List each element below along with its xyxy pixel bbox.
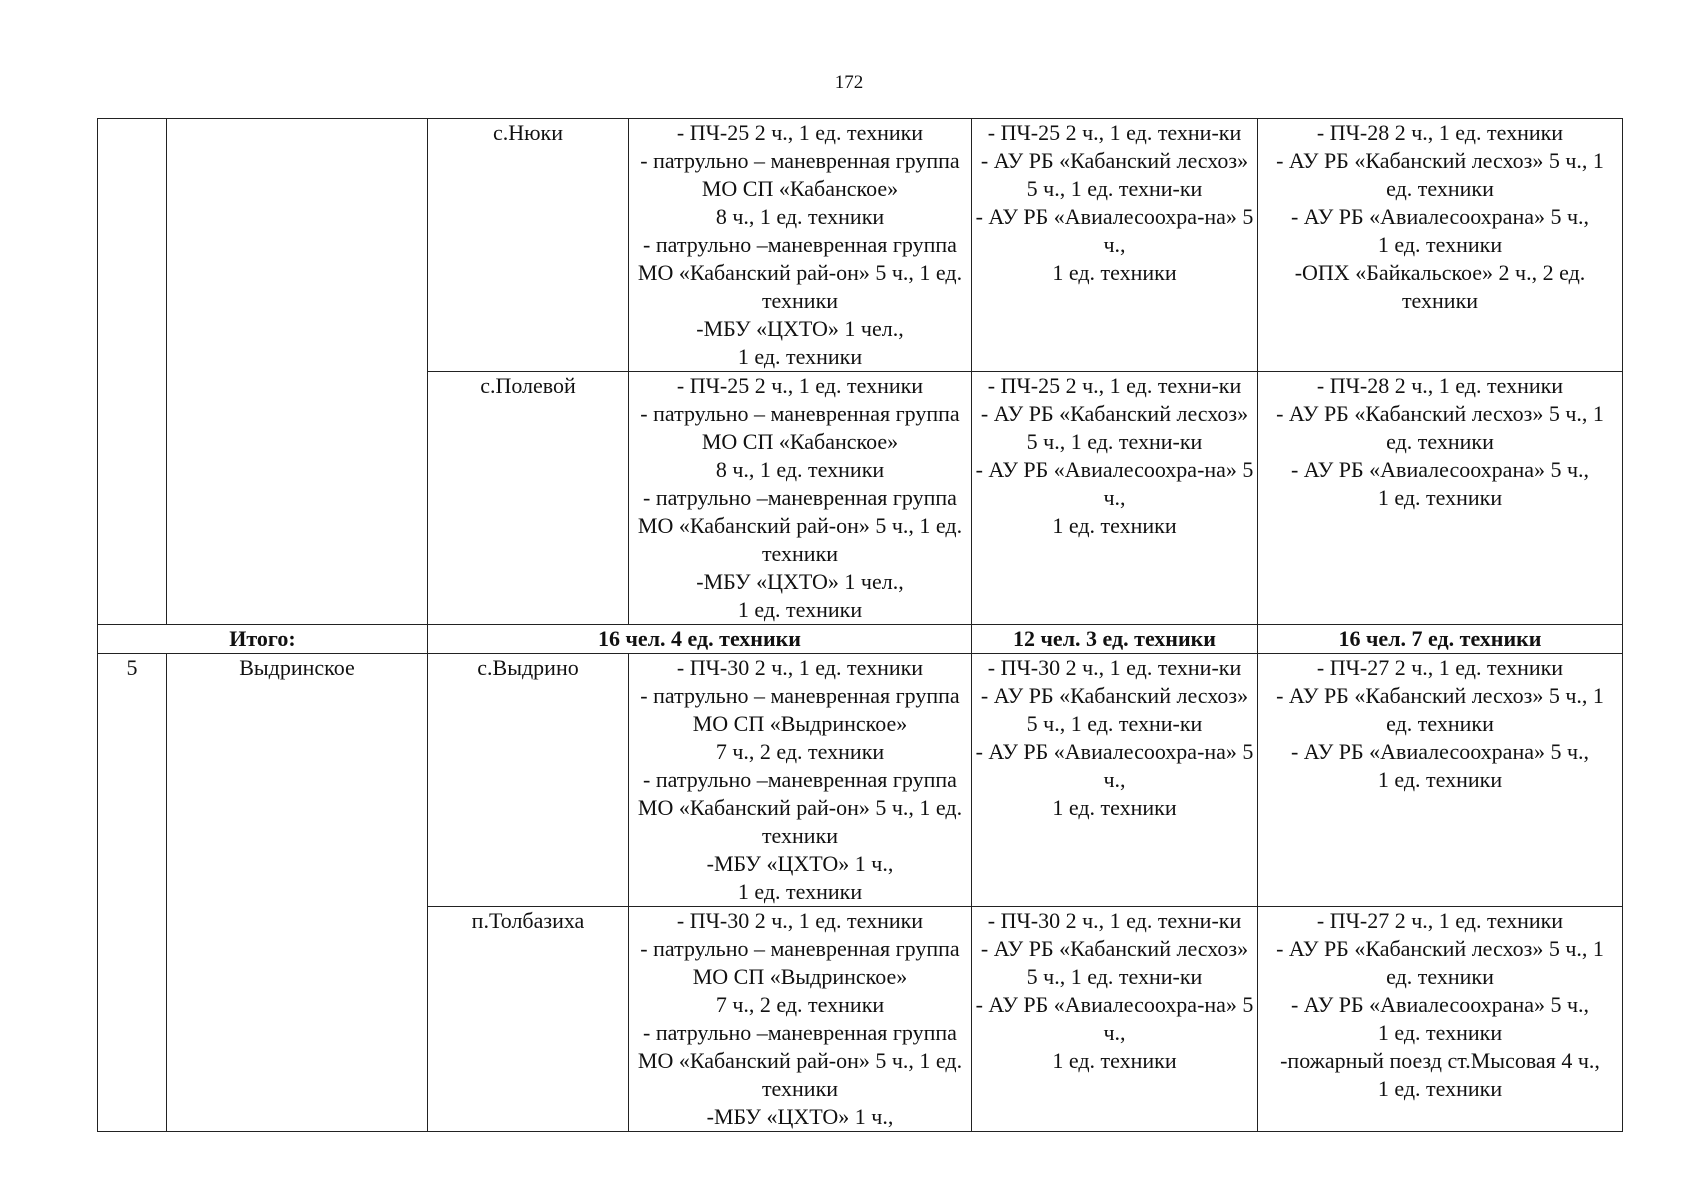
total-level3: 16 чел. 7 ед. техники <box>1258 625 1623 654</box>
forces-level3-cell: - ПЧ-28 2 ч., 1 ед. техники - АУ РБ «Кабанский лесхоз» 5 ч., 1 ед. техники - АУ РБ «Авиалесоохрана» 5 ч., 1 ед. техники <box>1258 372 1623 625</box>
forces-level3-cell: - ПЧ-27 2 ч., 1 ед. техники - АУ РБ «Кабанский лесхоз» 5 ч., 1 ед. техники - АУ РБ «Авиалесоохрана» 5 ч., 1 ед. техники <box>1258 654 1623 907</box>
forces-level1-cell: - ПЧ-30 2 ч., 1 ед. техники - патрульно – маневренная группа МО СП «Выдринское» 7 ч., 2 ед. техники - патрульно –маневренная группа МО «Кабанский рай-он» 5 ч., 1 ед. техники -МБУ «ЦХТО» 1 ч., <box>629 907 972 1132</box>
total-level1: 16 чел. 4 ед. техники <box>428 625 972 654</box>
table-row <box>98 119 1623 372</box>
locality-cell: с.Выдрино <box>428 654 629 907</box>
page-number: 172 <box>834 72 864 93</box>
locality-cell: с.Полевой <box>428 372 629 625</box>
forces-level2-cell: - ПЧ-30 2 ч., 1 ед. техни-ки - АУ РБ «Кабанский лесхоз» 5 ч., 1 ед. техни-ки - АУ РБ «Авиалесоохра-на» 5 ч., 1 ед. техники <box>972 907 1258 1132</box>
forces-level3-cell: - ПЧ-28 2 ч., 1 ед. техники - АУ РБ «Кабанский лесхоз» 5 ч., 1 ед. техники - АУ РБ «Авиалесоохрана» 5 ч., 1 ед. техники -ОПХ «Байкальское» 2 ч., 2 ед. техники <box>1258 119 1623 372</box>
forces-level3-cell: - ПЧ-27 2 ч., 1 ед. техники - АУ РБ «Кабанский лесхоз» 5 ч., 1 ед. техники - АУ РБ «Авиалесоохрана» 5 ч., 1 ед. техники -пожарный поезд ст.Мысовая 4 ч., 1 ед. техники <box>1258 907 1623 1132</box>
forces-level2-cell: - ПЧ-25 2 ч., 1 ед. техни-ки - АУ РБ «Кабанский лесхоз» 5 ч., 1 ед. техни-ки - АУ РБ «Авиалесоохра-на» 5 ч., 1 ед. техники <box>972 372 1258 625</box>
table-row <box>98 654 1623 907</box>
locality-cell: с.Нюки <box>428 119 629 372</box>
forces-level2-cell: - ПЧ-30 2 ч., 1 ед. техни-ки - АУ РБ «Кабанский лесхоз» 5 ч., 1 ед. техни-ки - АУ РБ «Авиалесоохра-на» 5 ч., 1 ед. техники <box>972 654 1258 907</box>
row-number-cell <box>98 119 167 625</box>
forces-level1-cell: - ПЧ-25 2 ч., 1 ед. техники - патрульно – маневренная группа МО СП «Кабанское» 8 ч., 1 ед. техники - патрульно –маневренная группа МО «Кабанский рай-он» 5 ч., 1 ед. техники -МБУ «ЦХТО» 1 чел., 1 ед. техники <box>629 372 972 625</box>
settlement-cell <box>167 119 428 625</box>
row-number-cell: 5 <box>98 654 167 1132</box>
total-row <box>98 625 1623 654</box>
total-level2: 12 чел. 3 ед. техники <box>972 625 1258 654</box>
forces-level1-cell: - ПЧ-25 2 ч., 1 ед. техники - патрульно – маневренная группа МО СП «Кабанское» 8 ч., 1 ед. техники - патрульно –маневренная группа МО «Кабанский рай-он» 5 ч., 1 ед. техники -МБУ «ЦХТО» 1 чел., 1 ед. техники <box>629 119 972 372</box>
locality-cell: п.Толбазиха <box>428 907 629 1132</box>
forces-table <box>97 118 1623 1132</box>
total-label: Итого: <box>98 625 428 654</box>
forces-level2-cell: - ПЧ-25 2 ч., 1 ед. техни-ки - АУ РБ «Кабанский лесхоз» 5 ч., 1 ед. техни-ки - АУ РБ «Авиалесоохра-на» 5 ч., 1 ед. техники <box>972 119 1258 372</box>
forces-level1-cell: - ПЧ-30 2 ч., 1 ед. техники - патрульно – маневренная группа МО СП «Выдринское» 7 ч., 2 ед. техники - патрульно –маневренная группа МО «Кабанский рай-он» 5 ч., 1 ед. техники -МБУ «ЦХТО» 1 ч., 1 ед. техники <box>629 654 972 907</box>
settlement-cell: Выдринское <box>167 654 428 1132</box>
